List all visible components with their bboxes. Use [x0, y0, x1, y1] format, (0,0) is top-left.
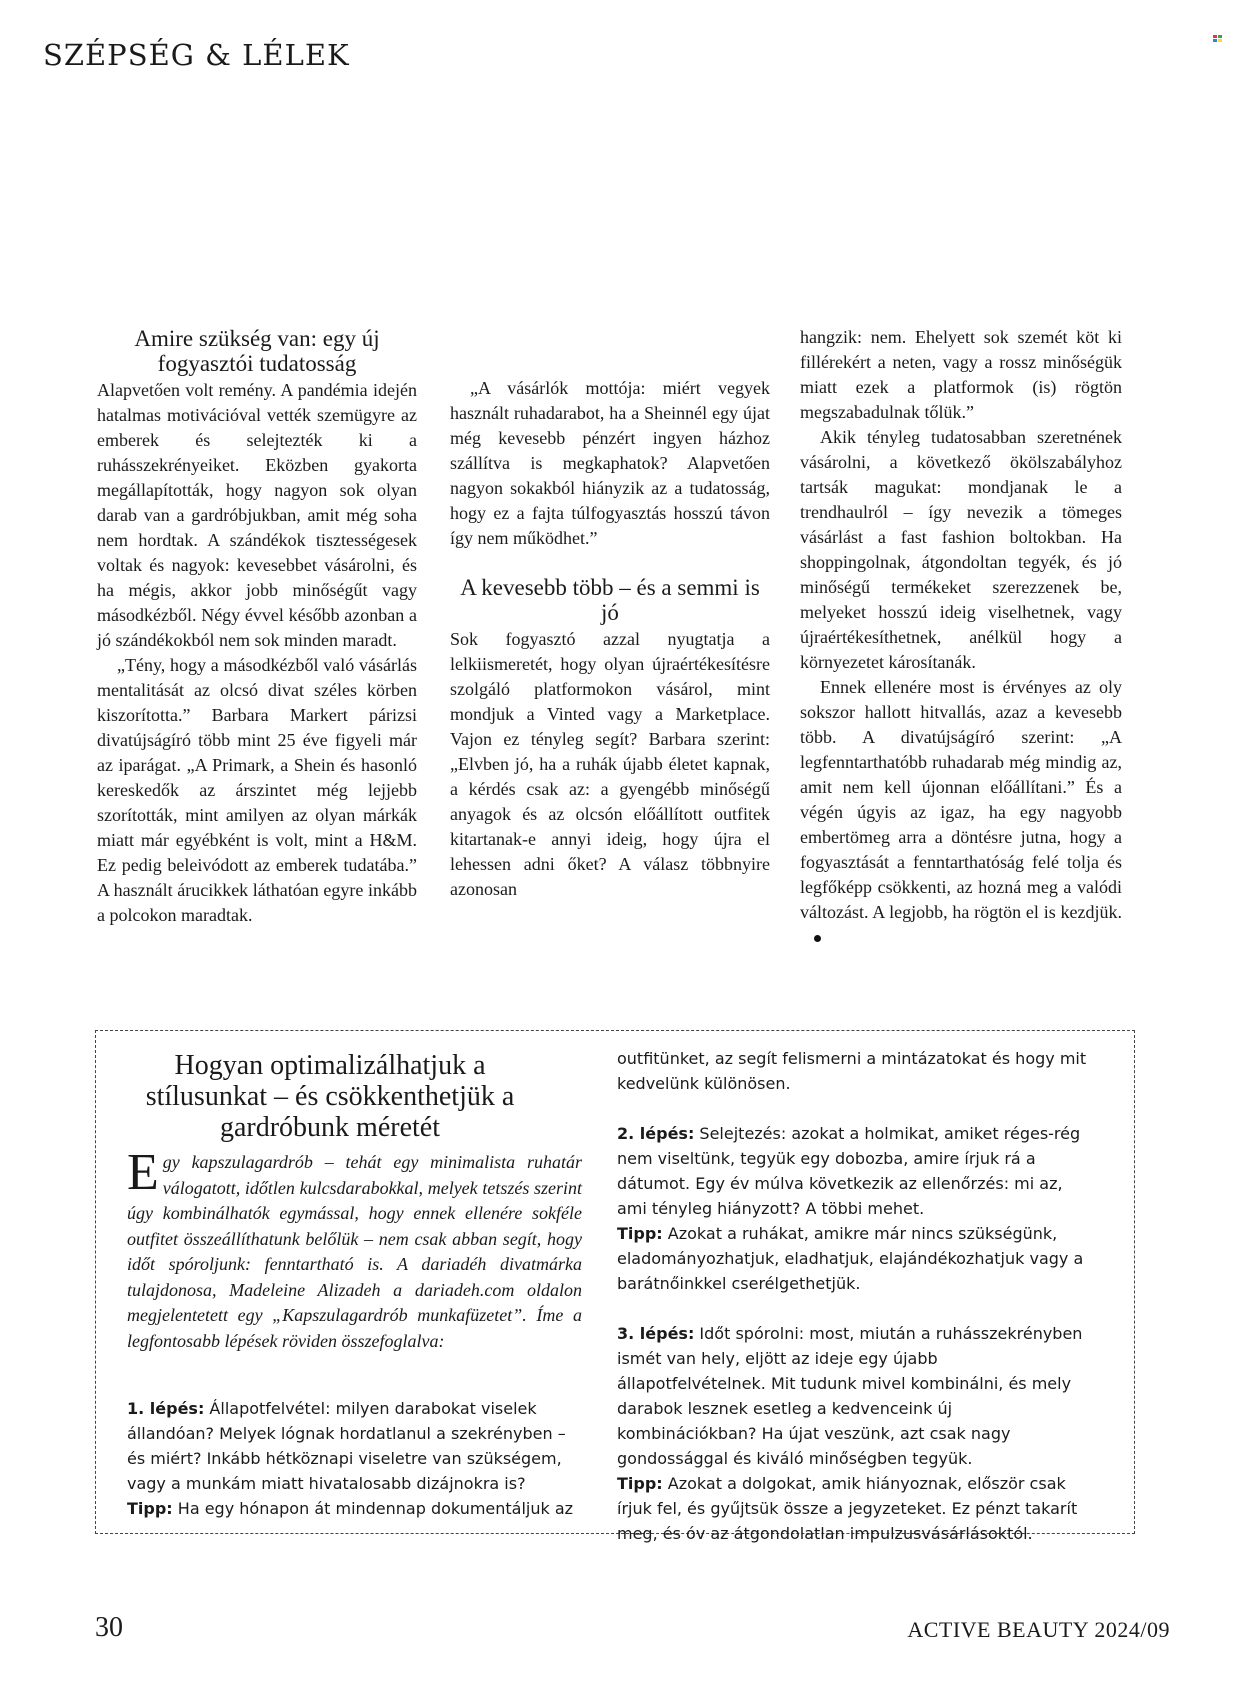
mark-green — [1218, 35, 1222, 38]
end-of-article-icon — [814, 935, 821, 942]
section-title: SZÉPSÉG & LÉLEK — [43, 38, 350, 72]
step-2 — [617, 1121, 1087, 1221]
step-2-text: Selejtezés: azokat a holmikat, amiket réges-rég nem viseltünk, tegyük egy dobozba, amire írjuk rá a dátumot. Egy év múlva következik az ellenőrzés: mi az, ami tényleg hiányzott? A többi mehet. — [617, 1124, 1081, 1218]
paragraph: Akik tényleg tudatosabban szeretnének vásárolni, a következő ökölszabályhoz tartsák magukat: mondjanak le a trendhaulról – így nevezik a tömeges vásárlást a fast fashion boltokban. Ha shoppingolnak, átgondoltan tegyék, és jó minőségű termékeket szerezzenek be, melyeket hosszú ideig viselhetnek, vagy újraértékesíthetnek, anélkül hogy a környezetet károsítanák. — [800, 427, 1122, 672]
subheading-awareness: Amire szükség van: egy új fogyasztói tudatosság — [134, 326, 380, 376]
tips-column-right — [617, 1046, 1087, 1546]
tip-label: Tipp: — [617, 1474, 663, 1493]
page-number: 30 — [95, 1612, 123, 1643]
paragraph-final — [800, 675, 1122, 950]
step-1 — [127, 1396, 587, 1496]
tips-column-left — [127, 1396, 587, 1521]
step-3 — [617, 1321, 1087, 1471]
step-1-text: Állapotfelvétel: milyen darabokat viselek állandóan? Melyek lógnak hordatlanul a szekrényben – és miért? Inkább hétköznapi viseletre van szükségem, vagy a munkám miatt hivatalosabb dizájnokra is? — [127, 1399, 566, 1493]
tip-1 — [127, 1496, 587, 1521]
paragraph: „Tény, hogy a másodkézből való vásárlás mentalitását az olcsó divat széles körben kiszorította.” Barbara Markert párizsi divatújságíró több mint 25 éve figyeli már az iparágat. „A Primark, a Shein és hasonló kereskedők az árszintet még lejjebb szorították, mint amilyen az olyan márkák miatt már egyébként is volt, mint a H&M. Ez pedig beleivódott az emberek tudatába.” A használt árucikkek láthatóan egyre inkább a polcokon maradtak. — [97, 655, 417, 925]
tip-2 — [617, 1221, 1087, 1296]
article-column-3 — [800, 325, 1122, 950]
article-column-2 — [450, 376, 770, 902]
tip-label: Tipp: — [617, 1224, 663, 1243]
tip-3 — [617, 1471, 1087, 1546]
article-column-1 — [97, 326, 417, 928]
intro-text: gy kapszulagardrób – tehát egy minimalista ruhatár válogatott, időtlen kulcsdarabokkal, melyek tetszés szerint úgy kombinálhatók egymással, hogy ennek ellenére sokféle outfitet összeállíthatunk belőlük – nem csak abban segít, hogy időt spóroljunk: fenntartható is. A dariadéh divatmárka tulajdonosa, Madeleine Alizadeh a dariadeh.com oldalon megjelentetett egy „Kapszulagardrób munkafüzetet”. Íme a legfontosabb lépések röviden összefoglalva: — [127, 1152, 582, 1351]
mark-yellow — [1218, 39, 1222, 42]
step-1-label: 1. lépés: — [127, 1399, 205, 1418]
tip-1-text: Ha egy hónapon át mindennap dokumentáljuk az — [172, 1499, 574, 1518]
paragraph: Sok fogyasztó azzal nyugtatja a lelkiismeretét, hogy olyan újraértékesítésre szolgáló platformokon vásárol, mint mondjuk a Vinted vagy a Marketplace. Vajon ez tényleg segít? Barbara szerint: „Elvben jó, ha a ruhák újabb életet kapnak, a kérdés csak az: a gyengébb minőségű anyagok és az olcsón előállított outfitek kitartanak-e annyi ideig, hogy újra el lehessen adni őket? A válasz többnyire azonosan — [450, 629, 770, 899]
paragraph: hangzik: nem. Ehelyett sok szemét köt ki fillérekért a neten, vagy a rossz minőségük miatt ezek a platformok (is) rögtön megszabadulnak tőlük.” — [800, 327, 1122, 422]
drop-cap: E — [127, 1144, 159, 1201]
step-3-text: Időt spórolni: most, miután a ruhásszekrényben ismét van hely, eljött az ideje egy újabb állapotfelvételnek. Mit tudunk mivel kombinálni, és mely darabok lesznek esetleg a kedvenceink új kombinációkban? Ha újat veszünk, azt csak nagy gondossággal és kiváló minőségben tegyük. — [617, 1324, 1083, 1468]
paragraph: Alapvetően volt remény. A pandémia idején hatalmas motivációval vették szemügyre az emberek és selejtezték ki a ruhásszekrényeiket. Eközben gyakorta megállapították, hogy nagyon sok olyan darab van a gardróbjukban, amit még soha nem hordtak. A szándékok tisztességesek voltak és nagyok: kevesebbet vásárolni, és ha mégis, akkor jobb minőségűt vagy másodkézből. Négy évvel később azonban a jó szándékokból nem sok minden maradt. — [97, 380, 417, 650]
tip-2-text: Azokat a ruhákat, amikre már nincs szükségünk, eladományozhatjuk, eladhatjuk, elajándékozhatjuk vagy a barátnőinkkel cserélgethetjük. — [617, 1224, 1084, 1293]
tips-box-intro — [127, 1144, 582, 1354]
tips-box-title: Hogyan optimalizálhatjuk a stílusunkat – és csökkenthetjük a gardróbunk méretét — [145, 1050, 515, 1143]
mark-red — [1213, 35, 1217, 38]
paragraph-text: Ennek ellenére most is érvényes az oly sokszor hallott hitvallás, azaz a kevesebb több. A divatújságíró szerint: „A legfenntarthatóbb ruhadarab még mindig az, amit nem kell újonnan előállítani.” És a végén úgyis az igaz, ha egy nagyobb embertömeg arra a döntésre jutna, hogy a fogyasztását a fenntarthatóság felé tolja és legfőképp csökkenti, az hozná meg a valódi változást. A legjobb, ha rögtön el is kezdjük. — [800, 677, 1122, 922]
subheading-less-is-more: A kevesebb több – és a semmi is jó — [460, 575, 760, 625]
color-mark-icon — [1213, 35, 1222, 42]
tip-3-text: Azokat a dolgokat, amik hiányoznak, először csak írjuk fel, és gyűjtsük össze a jegyzeteket. Ez pénzt takarít meg, és óv az átgondolatlan impulzusvásárlásoktól. — [617, 1474, 1078, 1543]
step-3-label: 3. lépés: — [617, 1324, 695, 1343]
tip-1-continued: outfitünket, az segít felismerni a mintázatokat és hogy mit kedvelünk különösen. — [617, 1049, 1087, 1093]
tip-label: Tipp: — [127, 1499, 173, 1518]
magazine-issue: ACTIVE BEAUTY 2024/09 — [907, 1617, 1170, 1642]
step-2-label: 2. lépés: — [617, 1124, 695, 1143]
paragraph: „A vásárlók mottója: miért vegyek használt ruhadarabot, ha a Sheinnél egy újat még kevesebb pénzért ingyen házhoz szállítva is megkaphatok? Alapvetően nagyon sokakból hiányzik az a tudatosság, hogy ez a fajta túlfogyasztás hosszú távon így nem működhet.” — [450, 378, 770, 548]
mark-blue — [1213, 39, 1217, 42]
